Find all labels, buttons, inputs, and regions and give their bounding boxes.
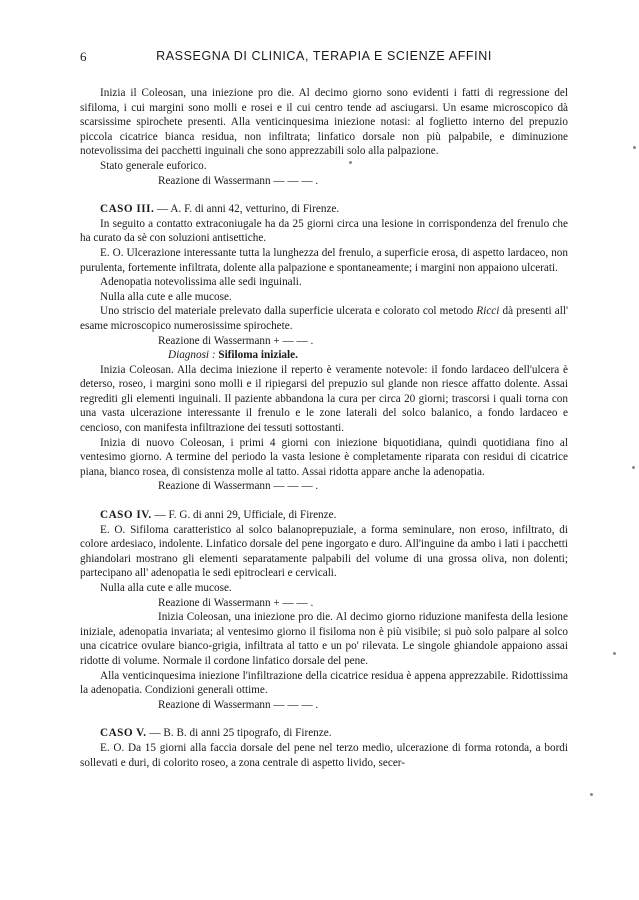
case4-paragraph-3: Inizia Coleosan, una iniezione pro die. Al decimo giorno riduzione manifesta della lesione iniziale, adenopatia invariata; al ventesimo giorno il fisiloma non è più visibile; si può solo palpare al solco una cicatrice ovulare bianco-grigia, infiltrata al tatto e un po' rilevata. Le singole ghiandole appaiono assai ridotte di volume. Normale il cordone linfatico dorsale del pene. bbox=[80, 611, 568, 667]
speck-mark bbox=[349, 161, 352, 164]
case5-intro: — B. B. di anni 25 tipografo, di Firenze. bbox=[146, 727, 332, 740]
case3-diagnosis-label: Diagnosi : bbox=[168, 349, 216, 362]
case3-wassermann-2: Reazione di Wassermann — — — . bbox=[158, 480, 319, 493]
case5-heading: CASO V. bbox=[100, 727, 147, 740]
case3-title bbox=[80, 202, 568, 217]
case3-paragraph-1: In seguito a contatto extraconiugale ha da 25 giorni circa una lesione in corrispondenza del frenulo che ha curato da sè con soluzioni antisettiche. bbox=[80, 217, 568, 245]
journal-title: RASSEGNA DI CLINICA, TERAPIA E SCIENZE AFFINI bbox=[156, 49, 492, 63]
case3-paragraph-2: E. O. Ulcerazione interessante tutta la lunghezza del frenulo, a superficie erosa, di aspetto lardaceo, non purulenta, fortemente infiltrata, dolente alla palpazione e spontaneamente; i margini non appaiono ulcerati. bbox=[80, 246, 568, 274]
case3-paragraph-4: Nulla alla cute e alle mucose. bbox=[100, 290, 232, 303]
case3-diagnosis-value: Sifiloma iniziale. bbox=[215, 349, 298, 362]
case2-paragraph-1: Inizia il Coleosan, una iniezione pro die. Al decimo giorno sono evidenti i fatti di regressione del sifiloma, i cui margini sono molli e rosei e il cui centro tende ad asciugarsi. Un esame microscopico dà scarsissime spirochete presenti. Alla venticinquesima iniezione notasi: al foglietto interno del prepuzio piccola cicatrice bianca residua, non infiltrata; linfatico dorsale non più palpabile, e diminuzione notevolissima dei pacchetti inguinali che sono apprezzabili solo alla palpazione. bbox=[80, 87, 568, 158]
case2-paragraph-2: Stato generale euforico. bbox=[100, 159, 207, 172]
case3-paragraph-5 bbox=[80, 304, 568, 333]
case3-intro: — A. F. di anni 42, vetturino, di Firenze. bbox=[154, 203, 340, 216]
case2-wassermann: Reazione di Wassermann — — — . bbox=[158, 174, 319, 187]
speck-mark bbox=[632, 466, 635, 469]
case3-p5-method: Ricci bbox=[476, 305, 500, 318]
case3-diagnosis bbox=[80, 348, 568, 363]
case5-paragraph-1: E. O. Da 15 giorni alla faccia dorsale del pene nel terzo medio, ulcerazione di forma rotonda, a bordi sollevati e duri, di colorito roseo, a zona centrale di aspetto livido, secer- bbox=[80, 741, 568, 769]
speck-mark bbox=[633, 146, 636, 149]
case4-title bbox=[80, 508, 568, 523]
case3-p5-text-c: dà presenti all' esame microscopico numerosissime spirochete. bbox=[80, 305, 568, 332]
case4-heading: CASO IV. bbox=[100, 509, 152, 522]
speck-mark bbox=[613, 652, 616, 655]
case3-paragraph-7: Inizia di nuovo Coleosan, i primi 4 giorni con iniezione biquotidiana, quindi quotidiana fino al ventesimo giorno. A termine del periodo la vasta lesione è completamente riparata con residui di cicatrice piana, bianco rosea, di consistenza molle al tatto. Assai ridotta appare anche la adenopatia. bbox=[80, 436, 568, 478]
article-body bbox=[80, 86, 568, 770]
case3-paragraph-3: Adenopatia notevolissima alle sedi inguinali. bbox=[100, 276, 302, 289]
speck-mark bbox=[590, 793, 593, 796]
case4-wassermann-1: Reazione di Wassermann + — — . bbox=[158, 596, 314, 609]
case4-paragraph-1: E. O. Sifiloma caratteristico al solco balanoprepuziale, a forma seminulare, non eroso, infiltrato, di colore ardesiaco, indolente. Linfatico dorsale del pene ingorgato e duro. All'inguine da ambo i lati i pacchetti ghiandolari mostrano gli elementi separatamente palpabili del volume di una grossa oliva, non dolenti; partecipano all' adenopatia le sedi epitrocleari e cervicali. bbox=[80, 523, 568, 580]
case4-wassermann-2: Reazione di Wassermann — — — . bbox=[158, 698, 319, 711]
case3-wassermann-1: Reazione di Wassermann + — — . bbox=[158, 334, 314, 347]
case4-intro: — F. G. di anni 29, Ufficiale, di Firenze. bbox=[151, 509, 337, 522]
case5-title bbox=[80, 726, 568, 741]
case4-paragraph-2: Nulla alla cute e alle mucose. bbox=[100, 582, 232, 594]
case3-heading: CASO III. bbox=[100, 203, 155, 216]
page-number: 6 bbox=[80, 49, 87, 64]
case4-paragraph-4: Alla venticinquesima iniezione l'infiltrazione della cicatrice residua è appena apprezzabile. Ridottissima la adenopatia. Condizioni generali ottime. bbox=[80, 669, 568, 697]
case3-paragraph-6: Inizia Coleosan. Alla decima iniezione il reperto è veramente notevole: il fondo lardaceo dell'ulcera è deterso, roseo, i margini sono molli e il ripiegarsi del prepuzio sul glande non riesce affatto dolente. Assai regrediti gli elementi inguinali. Il paziente abbandona la cura per circa 20 giorni; trascorsi i quali torna con una vasta ulcerazione interessante il frenulo e le zone laterali del solco balanico, a fondo lardaceo e cencioso, con manifesta infiltrazione dei tessuti sottostanti. bbox=[80, 363, 568, 435]
case3-p5-text-a: Uno striscio del materiale prelevato dalla superficie ulcerata e colorato col metodo bbox=[100, 305, 477, 318]
